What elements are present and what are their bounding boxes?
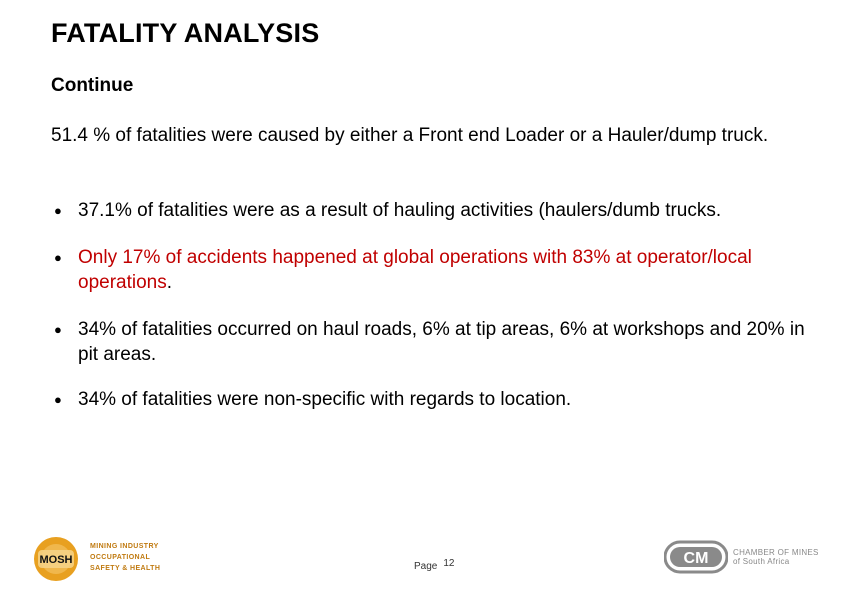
page-number — [414, 558, 455, 572]
mosh-line-1: MINING INDUSTRY — [90, 543, 159, 550]
chamber-line-1: CHAMBER OF MINES — [733, 548, 819, 557]
bullet-dot-icon: ● — [54, 203, 62, 218]
slide-subtitle: Continue — [51, 75, 134, 96]
mosh-line-3: SAFETY & HEALTH — [90, 565, 161, 572]
chamber-line-2: of South Africa — [733, 557, 790, 566]
page-number-value: 12 — [443, 558, 455, 569]
mosh-logo-text — [90, 541, 160, 574]
bullet-text: 37.1% of fatalities were as a result of hauling activities (haulers/dumb trucks. — [78, 200, 722, 221]
bullet-text: Only 17% of accidents happened at global operations with 83% at operator/local operations — [78, 247, 752, 293]
bullet-item — [51, 317, 821, 367]
chamber-of-mines-text — [733, 548, 819, 566]
bullet-item — [51, 198, 821, 223]
bullet-list — [51, 198, 821, 412]
chamber-of-mines-logo — [664, 540, 728, 574]
bullet-text-tail: . — [166, 272, 173, 293]
chamber-logo-badge: CM — [683, 550, 709, 567]
bullet-text: 34% of fatalities were non-specific with regards to location. — [78, 389, 572, 410]
bullet-text: 34% of fatalities occurred on haul roads, 6% at tip areas, 6% at workshops and 20% in pit areas. — [78, 319, 805, 365]
mosh-line-2: OCCUPATIONAL — [90, 554, 151, 561]
intro-paragraph: 51.4 % of fatalities were caused by either a Front end Loader or a Hauler/dump truck. — [51, 125, 769, 146]
bullet-item — [51, 387, 821, 412]
slide-title: FATALITY ANALYSIS — [51, 18, 320, 48]
bullet-dot-icon: ● — [54, 250, 62, 265]
mosh-logo-badge: MOSH — [39, 554, 73, 566]
bullet-dot-icon: ● — [54, 322, 62, 337]
bullet-dot-icon: ● — [54, 392, 62, 407]
bullet-item-highlighted — [51, 245, 821, 295]
page-label: Page — [414, 561, 438, 572]
